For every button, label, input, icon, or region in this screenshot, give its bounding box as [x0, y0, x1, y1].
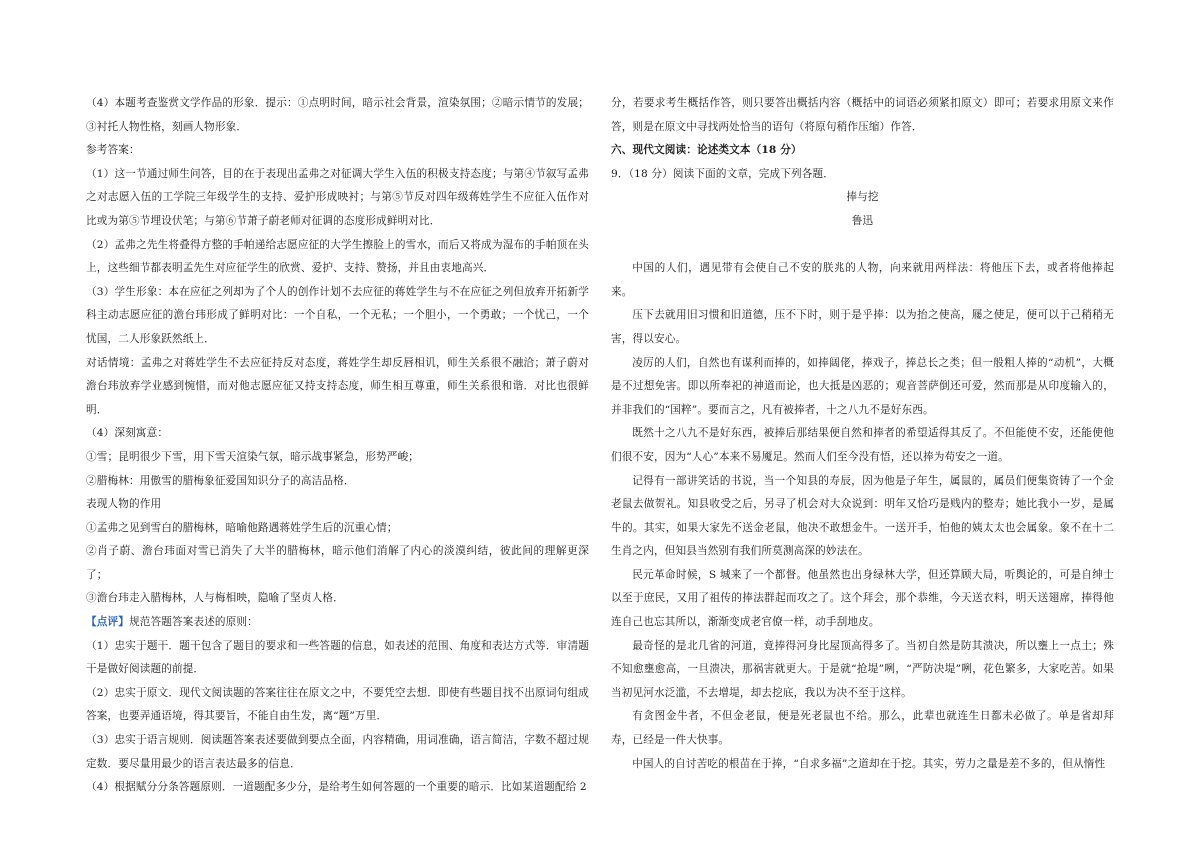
- article-author: 鲁迅: [851, 214, 874, 227]
- character-role-1: ①孟弗之见到雪白的腊梅林，暗喻他路遇蒋姓学生后的沉重心情；: [86, 521, 398, 534]
- article-paragraph: 压下去就用旧习惯和旧道德，压不下时，则于是乎捧：以为抬之使高，屦之使足，便可以于己稍稍无害，得以安心。: [611, 309, 1114, 345]
- principle-3: （3）忠实于语言规则．阅读题答案表述要做到要点全面，内容精确，用词准确，语言简洁，字数不超过规定数．要尽量用最少的语言表达最多的信息．: [86, 734, 589, 770]
- article-paragraph: 凌厉的人们，自然也有谋利而捧的，如捧阔佬，捧戏子，捧总长之类；但一般粗人捧的“动机”，大概是不过想免害。即以所奉祀的神道而论，也大抵是凶恶的；观音菩萨倒还可爱，然而那是从印度输入的，并非我们的“国粹”。要而言之，凡有被捧者，十之八九不是好东西。: [611, 356, 1114, 416]
- article-paragraph: 最奇怪的是北几省的河道，竟捧得河身比屋顶高得多了。当初自然是防其溃决，所以壅上一点土；殊不知愈壅愈高，一旦溃决，那祸害就更大。于是就“抢堤”咧，“严防决堤”咧，花色繁多，大家吃苦。如果当初见河水泛滥，不去增堤，却去挖底，我以为决不至于这样。: [611, 639, 1114, 699]
- answer-4-snow: ①雪；昆明很少下雪，用下雪天渲染气氛，暗示战事紧急，形势严峻；: [86, 450, 420, 463]
- principle-2: （2）忠实于原文．现代文阅读题的答案往往在原文之中，不要凭空去想．即使有些题目找不出原词句组成答案，也要弄通语境，得其要旨，不能自由生发，离“题”万里．: [86, 686, 589, 723]
- right-column: [611, 92, 1114, 776]
- spacer: [611, 234, 1114, 258]
- article-paragraph: 记得有一部讲笑话的书说，当一个知县的寿辰，因为他是子年生，属鼠的，属员们便集资铸了一个金老鼠去做贺礼。知县收受之后，另寻了机会对大众说到：明年又恰巧是贱内的整寿；她比我小一岁，是属牛的。其实，如果大家先不送金老鼠，他决不敢想金牛。一送开手，怕他的姨太太也会属象。象不在十二生肖之内，但知县当然别有我们所莫测高深的妙法在。: [611, 474, 1114, 558]
- article-paragraph: 中国的人们，遇见带有会使自己不安的朕兆的人物，向来就用两样法：将他压下去，或者将他捧起来。: [611, 262, 1114, 298]
- reference-answer-heading: 参考答案：: [86, 144, 140, 157]
- answer-2: （2）孟弗之先生将叠得方整的手帕递给志愿应征的大学生擦脸上的雪水，而后又将成为湿布的手帕顶在头上，这些细节都表明孟先生对应征学生的欣赏、爱护、支持、赞扬，并且由衷地高兴．: [86, 238, 589, 275]
- question-9: 9．（18 分）阅读下面的文章，完成下列各题．: [611, 167, 835, 180]
- comment-tag: 【点评】: [86, 616, 129, 629]
- answer-4-plum: ②腊梅林：用傲雪的腊梅象征爱国知识分子的高洁品格．: [86, 474, 355, 487]
- comment-text: 规范答题答案表述的原则：: [128, 616, 258, 629]
- answer-3-dialogue: 对话情境：孟弗之对蒋姓学生不去应征持反对态度，蒋姓学生却反唇相讥，师生关系很不融洽；萧子蔚对澹台玮放弃学业感到惋惜，而对他志愿应征又持支持态度，师生相互尊重，师生关系很和谐．对比也很鲜明．: [86, 356, 589, 416]
- analysis-paragraph: （4）本题考查鉴赏文学作品的形象．提示：①点明时间，暗示社会背景，渲染氛围；②暗示情节的发展；③衬托人物性格，刻画人物形象．: [86, 97, 589, 133]
- principle-4: （4）根据赋分分条答题原则．一道题配多少分，是给考生如何答题的一个重要的暗示．比如某道题配给 2: [86, 781, 587, 794]
- principle-4-continued: 分，若要求考生概括作答，则只要答出概括内容（概括中的词语必须紧扣原文）即可；若要求用原文来作答，则是在原文中寻找两处恰当的语句（将原句稍作压缩）作答．: [611, 97, 1114, 133]
- principle-1: （1）忠实于题干．题干包含了题目的要求和一些答题的信息，如表述的范围、角度和表达方式等．审清题干是做好阅读题的前提．: [86, 639, 589, 676]
- comment-heading: [86, 611, 589, 635]
- article-paragraph: 中国人的自讨苦吃的根苗在于捧，“自求多福”之道却在于挖。其实，劳力之量是差不多的，但从惰性: [632, 757, 1106, 770]
- article-paragraph: 有贪图金牛者，不但金老鼠，便是死老鼠也不给。那么，此辈也就连生日都未必做了。单是省却拜寿，已经是一件大快事。: [611, 710, 1114, 747]
- article-paragraph: 民元革命时候，S 城来了一个都督。他虽然也出身绿林大学，但还算顾大局，听舆论的，可是自绅士以至于庶民，又用了祖传的捧法群起而攻之了。这个拜会，那个恭维，今天送衣料，明天送翅席，捧得他连自己也忘其所以，渐渐变成老官僚一样，动手刮地皮。: [611, 568, 1114, 629]
- character-role-2: ②肖子蔚、澹台玮面对雪已消失了大半的腊梅林，暗示他们消解了内心的淡漠纠结，彼此间的理解更深了；: [86, 545, 589, 581]
- character-role-3: ③澹台玮走入腊梅林，人与梅相映，隐喻了坚贞人格．: [86, 592, 344, 605]
- article-title: 捧与挖: [846, 191, 879, 204]
- answer-4-heading: （4）深刻寓意：: [86, 427, 169, 440]
- answer-3: （3）学生形象：本在应征之列却为了个人的创作计划不去应征的蒋姓学生与不在应征之列但放弃开拓新学科主动志愿应征的澹台玮形成了鲜明对比：一个自私，一个无私；一个胆小，一个勇敢；一个忧己，一个忧国，二人形象跃然纸上．: [86, 285, 589, 345]
- article-paragraph: 既然十之八九不是好东西，被捧后那结果便自然和捧者的希望适得其反了。不但能使不安，还能使他们很不安，因为“人心”本来不易魇足。然而人们至今没有悟，还以捧为苟安之一道。: [611, 427, 1114, 463]
- answer-1: （1）这一节通过师生问答，目的在于表现出孟弗之对征调大学生入伍的积极支持态度；与第④节叙写孟弗之对志愿入伍的工学院三年级学生的支持、爱护形成映衬；与第⑤节反对四年级蒋姓学生不应征入伍作对比或为第⑤节埋设伏笔；与第⑥节萧子蔚老师对征调的态度形成鲜明对比．: [86, 167, 589, 227]
- character-role-heading: 表现人物的作用: [86, 498, 162, 511]
- section-heading: 六、现代文阅读：论述类文本（18 分）: [611, 144, 802, 157]
- left-column: [86, 92, 589, 800]
